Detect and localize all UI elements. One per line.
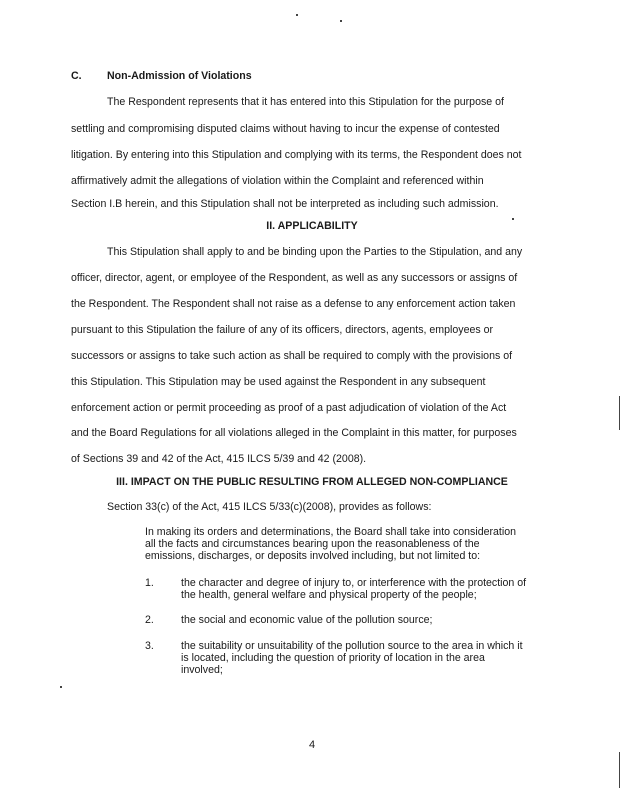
section-ii-line: of Sections 39 and 42 of the Act, 415 ILCS 5/39 and 42 (2008). [71,453,367,465]
section-ii-line: the Respondent. The Respondent shall not raise as a defense to any enforcement action taken [71,298,516,310]
section-ii-line: pursuant to this Stipulation the failure of any of its officers, directors, agents, employees or [71,324,494,336]
page-number: 4 [308,739,316,751]
list-item-line: the character and degree of injury to, or interference with the protection of [181,577,527,589]
section-ii-line: This Stipulation shall apply to and be binding upon the Parties to the Stipulation, and any [107,246,523,258]
section-ii-line: successors or assigns to take such action as shall be required to comply with the provisions of [71,350,513,362]
list-item-line: involved; [181,664,223,676]
list-item-number: 2. [145,614,154,626]
list-item-line: the health, general welfare and physical property of the people; [181,589,477,601]
section-c-line: settling and compromising disputed claims without having to incur the expense of contested [71,123,500,135]
list-item-line: the social and economic value of the pollution source; [181,614,433,626]
section-c-title: Non-Admission of Violations [107,70,252,82]
section-c-line: litigation. By entering into this Stipulation and complying with its terms, the Respondent does not [71,149,522,161]
section-ii-line: enforcement action or permit proceeding as proof of a past adjudication of violation of the Act [71,402,507,414]
list-item-line: the suitability or unsuitability of the pollution source to the area in which it [181,640,523,652]
quote-line: emissions, discharges, or deposits involved including, but not limited to: [145,550,481,562]
section-c-line: The Respondent represents that it has entered into this Stipulation for the purpose of [107,96,504,108]
section-iii-intro: Section 33(c) of the Act, 415 ILCS 5/33(c)(2008), provides as follows: [107,501,432,513]
section-ii-heading: II. APPLICABILITY [266,220,358,232]
section-ii-line: this Stipulation. This Stipulation may be used against the Respondent in any subsequent [71,376,486,388]
section-iii-heading: III. IMPACT ON THE PUBLIC RESULTING FROM ALLEGED NON-COMPLIANCE [116,476,508,488]
scan-edge-mark [619,752,620,788]
scan-speck [60,686,62,688]
list-item-number: 1. [145,577,154,589]
quote-line: In making its orders and determinations, the Board shall take into consideration [145,526,516,538]
scan-speck [340,20,342,22]
section-c-line: Section I.B herein, and this Stipulation shall not be interpreted as including such admission. [71,198,499,210]
section-ii-line: and the Board Regulations for all violations alleged in the Complaint in this matter, for purposes [71,427,517,439]
section-ii-line: officer, director, agent, or employee of the Respondent, as well as any successors or assigns of [71,272,518,284]
list-item-number: 3. [145,640,154,652]
scan-edge-mark [619,396,620,430]
list-item-line: is located, including the question of priority of location in the area [181,652,485,664]
quote-line: all the facts and circumstances bearing upon the reasonableness of the [145,538,480,550]
scan-speck [296,14,298,16]
section-c-line: affirmatively admit the allegations of violation within the Complaint and referenced within [71,175,484,187]
section-c-letter: C. [71,70,82,82]
